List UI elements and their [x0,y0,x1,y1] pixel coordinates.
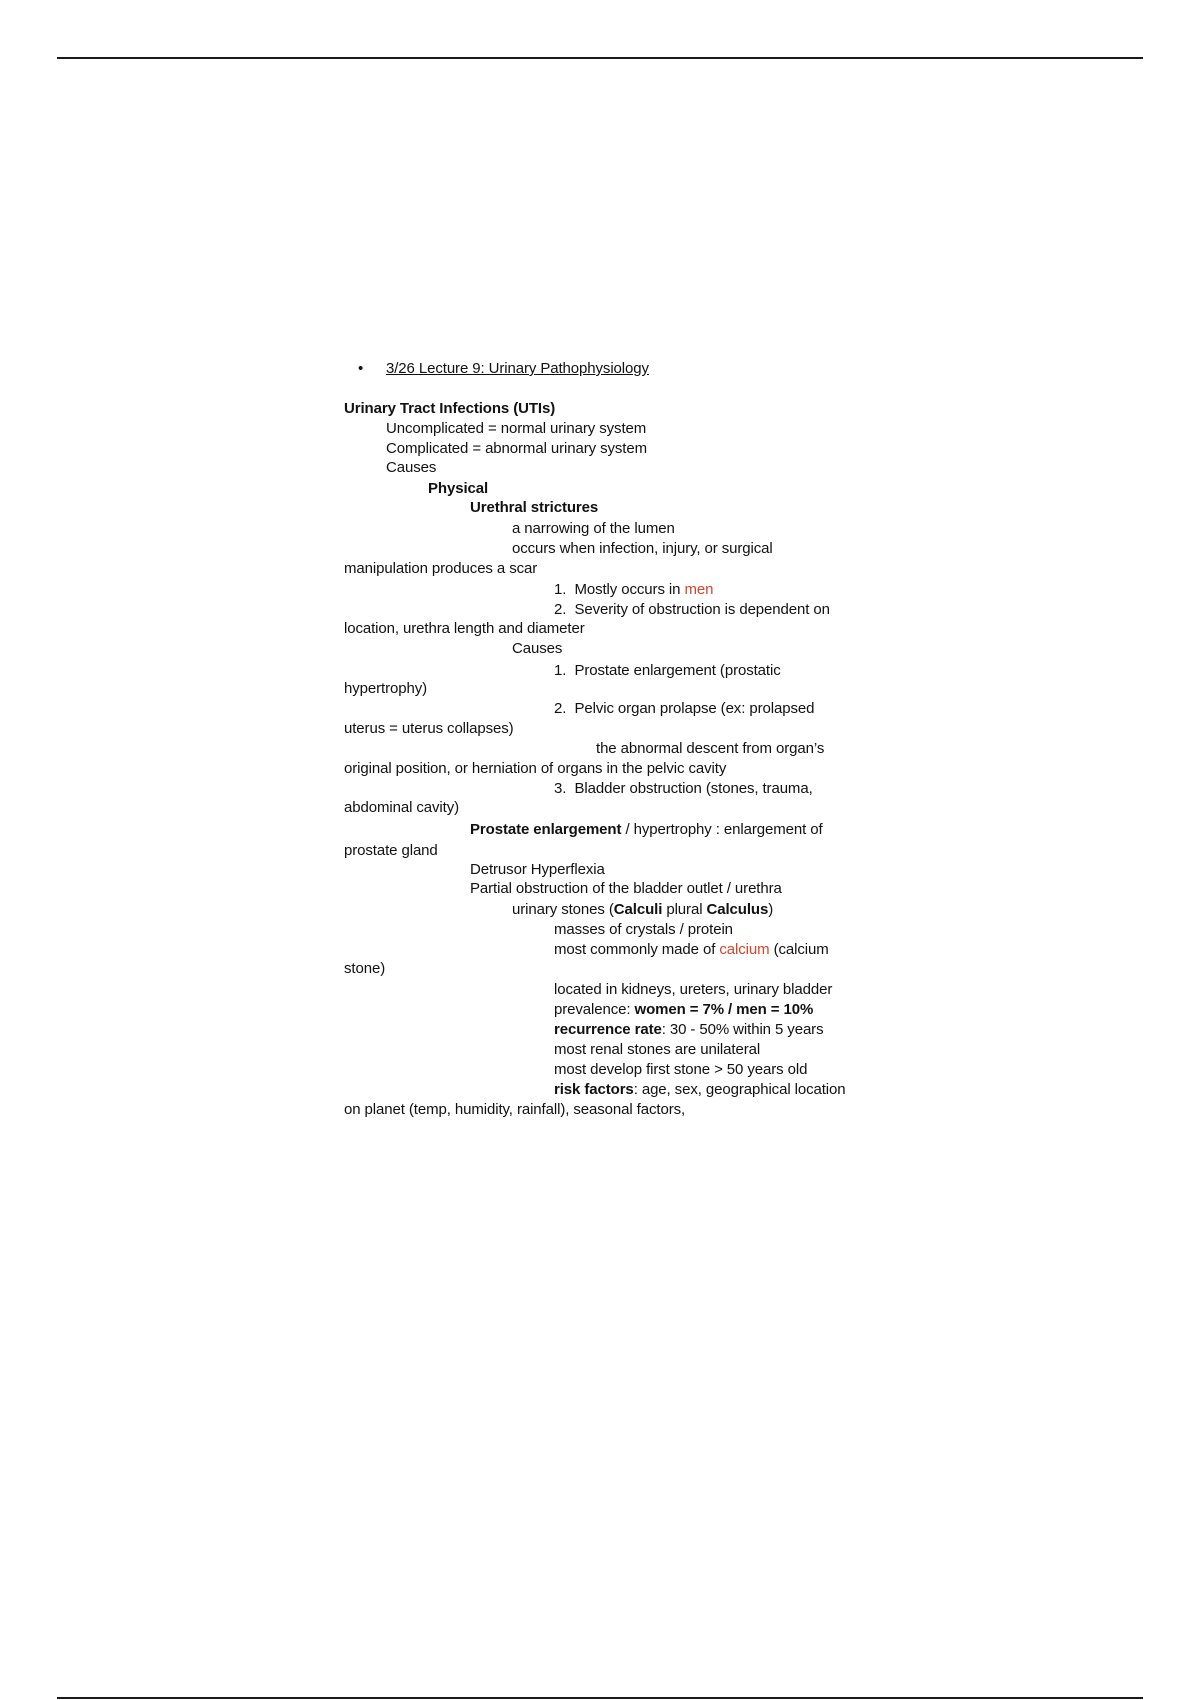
bottom-rule [57,1697,1143,1699]
occurs-line: occurs when infection, injury, or surgical [512,540,773,557]
calcium-line: most commonly made of calcium (calcium [554,941,829,958]
narrowing-line: a narrowing of the lumen [512,520,675,537]
first-stone-line: most develop first stone > 50 years old [554,1061,808,1078]
cause-item-2: 2. Pelvic organ prolapse (ex: prolapsed [554,700,815,717]
urinary-stones-line: urinary stones (Calculi plural Calculus) [512,901,774,918]
stricture-item-2: 2. Severity of obstruction is dependent on [554,601,830,618]
descent-line-wrap: original position, or herniation of organs in the pelvic cavity [344,760,727,777]
uti-heading: Urinary Tract Infections (UTIs) [344,400,556,417]
complicated-line: Complicated = abnormal urinary system [386,440,647,457]
cause-item-1-wrap: hypertrophy) [344,680,428,697]
causes-line: Causes [386,459,437,476]
descent-line: the abnormal descent from organ’s [596,740,825,757]
list-bullet: • [358,360,364,377]
cause-item-2-wrap: uterus = uterus collapses) [344,720,514,737]
located-line: located in kidneys, ureters, urinary bladder [554,981,833,998]
prostate-line: Prostate enlargement / hypertrophy : enlargement of [470,821,823,838]
unilateral-line: most renal stones are unilateral [554,1041,761,1058]
uncomplicated-line: Uncomplicated = normal urinary system [386,420,647,437]
recurrence-line: recurrence rate: 30 - 50% within 5 years [554,1021,824,1038]
risk-factors-line-wrap: on planet (temp, humidity, rainfall), seasonal factors, [344,1101,686,1118]
partial-obstruction-line: Partial obstruction of the bladder outlet / urethra [470,880,782,897]
urethral-strictures-heading: Urethral strictures [470,499,599,516]
prostate-line-wrap: prostate gland [344,842,438,859]
cause-item-3-wrap: abdominal cavity) [344,799,460,816]
masses-line: masses of crystals / protein [554,921,733,938]
stricture-item-1: 1. Mostly occurs in men [554,581,714,598]
risk-factors-line: risk factors: age, sex, geographical location [554,1081,846,1098]
occurs-line-wrap: manipulation produces a scar [344,560,538,577]
calcium-line-wrap: stone) [344,960,386,977]
causes-subheading: Causes [512,640,563,657]
cause-item-1: 1. Prostate enlargement (prostatic [554,662,781,679]
lecture-title: 3/26 Lecture 9: Urinary Pathophysiology [386,360,649,377]
top-rule [57,57,1143,59]
detrusor-line: Detrusor Hyperflexia [470,861,605,878]
cause-item-3: 3. Bladder obstruction (stones, trauma, [554,780,813,797]
physical-heading: Physical [428,480,489,497]
stricture-item-2-wrap: location, urethra length and diameter [344,620,585,637]
prevalence-line: prevalence: women = 7% / men = 10% [554,1001,814,1018]
